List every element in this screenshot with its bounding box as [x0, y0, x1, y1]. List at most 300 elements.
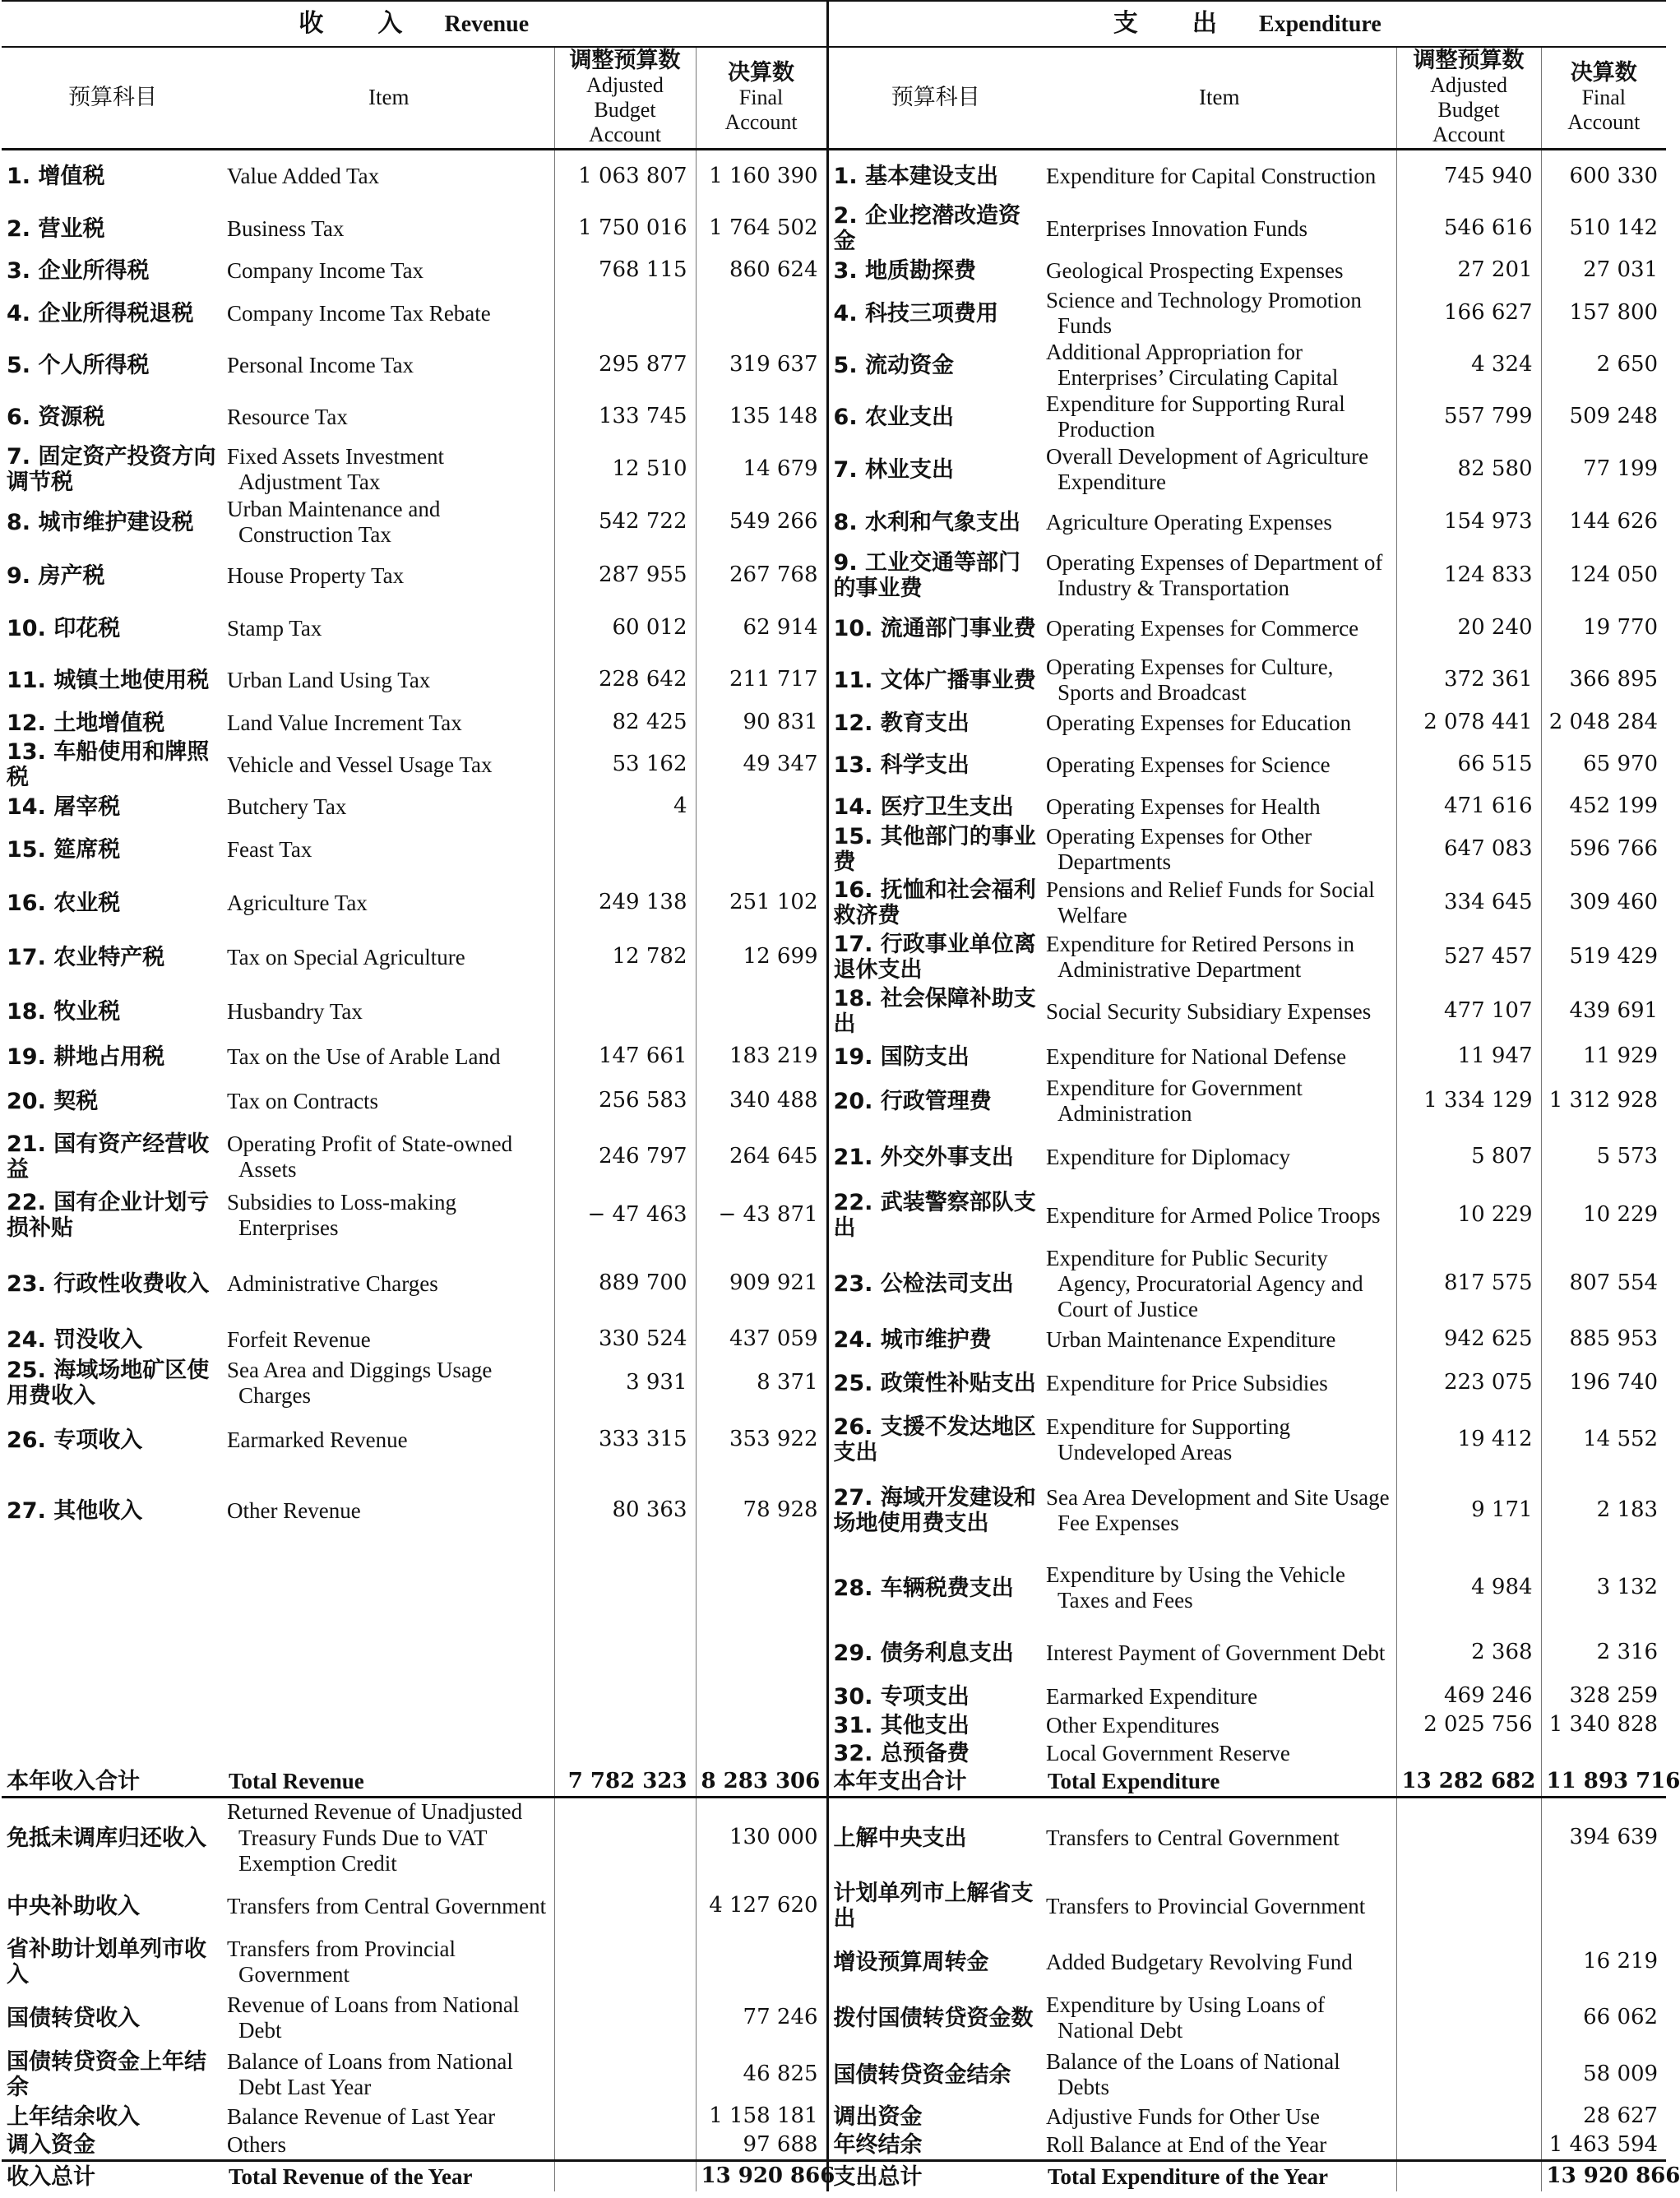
expenditure-transfer-item-zh: 增设预算周转金	[833, 1949, 989, 1975]
revenue-adjusted-value: 249 138	[554, 876, 696, 930]
expenditure-final-value: 807 554	[1541, 1244, 1666, 1323]
revenue-total-label-zh: 本年收入合计	[2, 1767, 224, 1797]
exp-col-item-en-label: Item	[1199, 84, 1240, 109]
revenue-final-value: 183 219	[696, 1039, 827, 1075]
expenditure-item-zh: 25. 政策性补贴支出	[833, 1370, 1036, 1396]
rev-col-adjusted	[554, 47, 696, 149]
revenue-final-value: 12 699	[696, 930, 827, 984]
expenditure-item-en: Operating Expenses for Health	[1046, 794, 1321, 819]
grand-revenue-final: 13 920 866	[696, 2160, 827, 2191]
expenditure-transfer-item-zh: 计划单列市上解省支出	[833, 1881, 1034, 1932]
expenditure-final-value: 600 330	[1541, 149, 1666, 203]
revenue-item-en: Feast Tax	[227, 836, 312, 862]
expenditure-item-en: Expenditure for Public Security Agency, Procuratorial Agency and Court of Justice	[1046, 1245, 1363, 1321]
expenditure-transfer-final-value: 66 062	[1541, 1989, 1666, 2047]
exp-col-final-zh: 决算数	[1570, 60, 1637, 86]
revenue-item-en: Forfeit Revenue	[227, 1326, 371, 1352]
revenue-adjusted-value: 246 797	[554, 1127, 696, 1187]
expenditure-item-en: Operating Expenses for Other Departments	[1046, 824, 1312, 875]
revenue-item-zh	[2, 1552, 224, 1624]
exp-col-item-zh	[827, 47, 1043, 149]
expenditure-item-en: Expenditure for Supporting Rural Production	[1046, 391, 1345, 442]
revenue-transfer-item-en: Balance of Loans from National Debt Last Year	[227, 2049, 513, 2100]
revenue-final-value: 264 645	[696, 1127, 827, 1187]
table-row	[2, 1244, 1666, 1323]
expenditure-transfer-adjusted-empty	[1396, 2131, 1541, 2160]
expenditure-item-en: Expenditure for Price Subsidies	[1046, 1370, 1328, 1395]
revenue-item-zh: 27. 其他收入	[7, 1497, 143, 1524]
expenditure-item-zh: 15. 其他部门的事业费	[833, 824, 1036, 876]
expenditure-adjusted-value	[1396, 1739, 1541, 1767]
expenditure-final-value: 5 573	[1541, 1127, 1666, 1187]
revenue-item-zh	[2, 1739, 224, 1767]
revenue-final-value: 1 764 502	[696, 203, 827, 254]
expenditure-final-value: 439 691	[1541, 984, 1666, 1039]
revenue-adjusted-value: 333 315	[554, 1410, 696, 1469]
rev-col-final-en2: Account	[724, 110, 798, 135]
section-header-row	[2, 1, 1666, 47]
expenditure-transfer-final-value	[1541, 1877, 1666, 1935]
table-row	[2, 654, 1666, 706]
fiscal-table	[2, 0, 1680, 2191]
revenue-final-value: 14 679	[696, 443, 827, 496]
revenue-adjusted-value: 228 642	[554, 654, 696, 706]
expenditure-transfer-final-value: 28 627	[1541, 2103, 1666, 2131]
expenditure-final-value: 10 229	[1541, 1187, 1666, 1244]
revenue-item-en: Sea Area and Diggings Usage Charges	[227, 1358, 493, 1409]
revenue-item-en: Stamp Tax	[227, 615, 322, 641]
revenue-adjusted-value: 256 583	[554, 1075, 696, 1127]
table-row	[2, 1127, 1666, 1187]
rev-col-final	[696, 47, 827, 149]
revenue-adjusted-value: 1 063 807	[554, 149, 696, 203]
revenue-final-value	[696, 1711, 827, 1739]
revenue-adjusted-value: 3 931	[554, 1356, 696, 1410]
exp-col-item-en	[1043, 47, 1396, 149]
revenue-adjusted-value: 889 700	[554, 1244, 696, 1323]
expenditure-item-en: Science and Technology Promotion Funds	[1046, 288, 1362, 339]
revenue-item-zh: 4. 企业所得税退税	[7, 300, 194, 326]
table-row	[2, 706, 1666, 739]
expenditure-final-value: 19 770	[1541, 603, 1666, 654]
revenue-transfer-item-en: Transfers from Provincial Government	[227, 1937, 456, 1987]
expenditure-final-value: 14 552	[1541, 1410, 1666, 1469]
revenue-adjusted-value	[554, 1711, 696, 1739]
table-row	[2, 603, 1666, 654]
revenue-adjusted-value: 4	[554, 790, 696, 823]
table-row	[2, 443, 1666, 496]
expenditure-item-en: Overall Development of Agriculture Expenditure	[1046, 444, 1369, 495]
expenditure-item-zh: 30. 专项支出	[833, 1683, 970, 1710]
table-row	[2, 739, 1666, 790]
expenditure-item-en: Expenditure for National Defense	[1046, 1043, 1347, 1069]
expenditure-item-en: Operating Expenses for Science	[1046, 752, 1331, 777]
table-row	[2, 930, 1666, 984]
rev-col-item-zh	[2, 47, 224, 149]
revenue-adjusted-value: 768 115	[554, 254, 696, 287]
revenue-item-zh: 14. 屠宰税	[7, 794, 121, 820]
revenue-adjusted-value: 147 661	[554, 1039, 696, 1075]
revenue-item-zh: 25. 海域场地矿区使用费收入	[7, 1358, 210, 1409]
expenditure-adjusted-value: 20 240	[1396, 603, 1541, 654]
revenue-item-en: Value Added Tax	[227, 164, 380, 189]
expenditure-item-zh: 24. 城市维护费	[833, 1326, 992, 1353]
table-row	[2, 149, 1666, 203]
revenue-adjusted-value: 12 782	[554, 930, 696, 984]
revenue-item-zh: 10. 印花税	[7, 615, 121, 641]
exp-col-item-zh-label: 预算科目	[891, 84, 980, 110]
expenditure-transfer-item-en: Adjustive Funds for Other Use	[1046, 2103, 1320, 2129]
lower-table-row	[2, 2047, 1666, 2103]
revenue-title-en: Revenue	[444, 11, 530, 37]
revenue-adjusted-value: 53 162	[554, 739, 696, 790]
expenditure-adjusted-value: 4 984	[1396, 1552, 1541, 1624]
expenditure-transfer-item-zh: 国债转贷资金结余	[833, 2061, 1011, 2088]
expenditure-transfer-adjusted-empty	[1396, 2103, 1541, 2131]
revenue-transfer-item-en: Balance Revenue of Last Year	[227, 2103, 496, 2129]
rev-col-adjusted-en1: Adjusted Budget	[586, 73, 664, 123]
expenditure-item-zh: 32. 总预备费	[833, 1740, 970, 1766]
revenue-item-en: Other Revenue	[227, 1497, 361, 1523]
expenditure-transfer-final-value: 16 219	[1541, 1935, 1666, 1989]
revenue-transfer-item-zh: 国债转贷资金上年结余	[7, 2049, 206, 2101]
revenue-item-zh: 11. 城镇土地使用税	[7, 667, 210, 693]
revenue-transfer-adjusted-empty	[554, 2047, 696, 2103]
revenue-final-value: 860 624	[696, 254, 827, 287]
revenue-item-en: Urban Maintenance and Construction Tax	[227, 497, 441, 548]
expenditure-final-value: 309 460	[1541, 876, 1666, 930]
revenue-item-zh: 23. 行政性收费收入	[7, 1270, 210, 1297]
table-row	[2, 496, 1666, 548]
expenditure-item-zh: 12. 教育支出	[833, 710, 970, 736]
expenditure-final-value: 328 259	[1541, 1682, 1666, 1711]
expenditure-transfer-final-value: 1 463 594	[1541, 2131, 1666, 2160]
expenditure-final-value: 2 183	[1541, 1469, 1666, 1552]
exp-col-final	[1541, 47, 1666, 149]
expenditure-item-en: Social Security Subsidiary Expenses	[1046, 998, 1372, 1024]
revenue-item-zh: 15. 筵席税	[7, 836, 121, 863]
revenue-transfer-item-zh: 省补助计划单列市收入	[7, 1937, 206, 1988]
expenditure-item-zh: 29. 债务利息支出	[833, 1640, 1014, 1666]
lower-table-row	[2, 1935, 1666, 1989]
revenue-adjusted-value	[554, 1739, 696, 1767]
expenditure-item-zh: 8. 水利和气象支出	[833, 509, 1020, 535]
expenditure-final-value: 519 429	[1541, 930, 1666, 984]
lower-table-row	[2, 1797, 1666, 1877]
lower-table-row	[2, 2103, 1666, 2131]
revenue-transfer-adjusted-empty	[554, 1877, 696, 1935]
revenue-item-zh: 26. 专项收入	[7, 1427, 143, 1453]
revenue-adjusted-value: 80 363	[554, 1469, 696, 1552]
revenue-final-value: 340 488	[696, 1075, 827, 1127]
revenue-final-value: 437 059	[696, 1323, 827, 1356]
expenditure-item-zh: 26. 支援不发达地区支出	[833, 1414, 1036, 1466]
expenditure-adjusted-value: 2 078 441	[1396, 706, 1541, 739]
expenditure-item-zh: 19. 国防支出	[833, 1043, 970, 1070]
revenue-transfer-adjusted-empty	[554, 1989, 696, 2047]
revenue-item-zh: 19. 耕地占用税	[7, 1043, 165, 1070]
revenue-adjusted-value	[554, 984, 696, 1039]
grand-revenue-label-en: Total Revenue of the Year	[224, 2160, 554, 2191]
revenue-item-zh: 18. 牧业税	[7, 998, 121, 1025]
revenue-final-value	[696, 823, 827, 876]
revenue-total-adjusted: 7 782 323	[554, 1767, 696, 1797]
expenditure-item-en: Additional Appropriation for Enterprises’ Circulating Capital	[1046, 340, 1339, 391]
revenue-total-final: 8 283 306	[696, 1767, 827, 1797]
expenditure-adjusted-value: 1 334 129	[1396, 1075, 1541, 1127]
expenditure-title-en: Expenditure	[1258, 11, 1381, 37]
revenue-section-title	[2, 1, 827, 47]
expenditure-item-en: Interest Payment of Government Debt	[1046, 1640, 1386, 1665]
expenditure-item-zh: 2. 企业挖潜改造资金	[833, 203, 1020, 255]
revenue-item-en: Tax on Contracts	[227, 1088, 379, 1113]
expenditure-item-en: Expenditure for Diplomacy	[1046, 1144, 1290, 1169]
revenue-item-zh: 24. 罚没收入	[7, 1326, 143, 1353]
year-total-row	[2, 1767, 1666, 1797]
expenditure-item-en: Expenditure for Retired Persons in Administrative Department	[1046, 932, 1354, 983]
revenue-final-value	[696, 1552, 827, 1624]
revenue-transfer-item-zh: 国债转贷收入	[7, 2005, 140, 2031]
revenue-transfer-item-en: Returned Revenue of Unadjusted Treasury Funds Due to VAT Exemption Credit	[227, 1799, 523, 1876]
expenditure-adjusted-value: 647 083	[1396, 823, 1541, 876]
revenue-transfer-item-zh: 调入资金	[7, 2132, 95, 2158]
expenditure-adjusted-value: 124 833	[1396, 548, 1541, 603]
expenditure-transfer-adjusted-empty	[1396, 1877, 1541, 1935]
revenue-final-value	[696, 984, 827, 1039]
expenditure-adjusted-value: 66 515	[1396, 739, 1541, 790]
table-row	[2, 254, 1666, 287]
expenditure-transfer-item-zh: 上解中央支出	[833, 1825, 967, 1851]
grand-revenue-adjusted-empty	[554, 2160, 696, 2191]
expenditure-adjusted-value: 477 107	[1396, 984, 1541, 1039]
expenditure-transfer-item-en: Balance of the Loans of National Debts	[1046, 2049, 1340, 2100]
revenue-item-en	[224, 1682, 554, 1711]
expenditure-adjusted-value: 942 625	[1396, 1323, 1541, 1356]
expenditure-title-zh: 支 出	[1113, 8, 1219, 38]
revenue-adjusted-value: 1 750 016	[554, 203, 696, 254]
expenditure-item-en: Operating Expenses for Education	[1046, 710, 1352, 735]
table-row	[2, 203, 1666, 254]
expenditure-adjusted-value: 2 025 756	[1396, 1711, 1541, 1739]
revenue-item-zh	[2, 1682, 224, 1711]
lower-table-row	[2, 2131, 1666, 2160]
expenditure-item-zh: 13. 科学支出	[833, 752, 970, 778]
table-row	[2, 1187, 1666, 1244]
revenue-item-en: House Property Tax	[227, 562, 405, 588]
expenditure-final-value: 509 248	[1541, 391, 1666, 443]
table-row	[2, 1739, 1666, 1767]
revenue-adjusted-value: 133 745	[554, 391, 696, 443]
revenue-final-value: 211 717	[696, 654, 827, 706]
revenue-transfer-final-value	[696, 1935, 827, 1989]
expenditure-item-en: Earmarked Expenditure	[1046, 1683, 1258, 1709]
revenue-item-en: Husbandry Tax	[227, 998, 363, 1024]
expenditure-adjusted-value: 5 807	[1396, 1127, 1541, 1187]
expenditure-adjusted-value: 27 201	[1396, 254, 1541, 287]
expenditure-total-label-en: Total Expenditure	[1043, 1767, 1396, 1797]
expenditure-item-en: Expenditure for Capital Construction	[1046, 164, 1377, 189]
revenue-item-zh: 13. 车船使用和牌照税	[7, 739, 210, 791]
grand-revenue-label-zh: 收入总计	[2, 2160, 224, 2191]
expenditure-item-zh: 16. 抚恤和社会福利救济费	[833, 877, 1036, 929]
revenue-transfer-item-en: Revenue of Loans from National Debt	[227, 1992, 520, 2043]
revenue-item-zh: 3. 企业所得税	[7, 257, 150, 284]
revenue-adjusted-value: − 47 463	[554, 1187, 696, 1244]
expenditure-adjusted-value: 10 229	[1396, 1187, 1541, 1244]
revenue-item-zh: 2. 营业税	[7, 215, 105, 242]
revenue-final-value	[696, 790, 827, 823]
revenue-item-en: Agriculture Tax	[227, 890, 368, 915]
revenue-adjusted-value: 330 524	[554, 1323, 696, 1356]
revenue-item-en: Company Income Tax	[227, 257, 424, 283]
rev-col-final-en1: Final	[738, 86, 784, 110]
expenditure-section-title	[827, 1, 1666, 47]
revenue-adjusted-value	[554, 1552, 696, 1624]
expenditure-adjusted-value: 546 616	[1396, 203, 1541, 254]
expenditure-final-value: 77 199	[1541, 443, 1666, 496]
revenue-adjusted-value	[554, 1682, 696, 1711]
expenditure-item-en: Urban Maintenance Expenditure	[1046, 1326, 1336, 1352]
expenditure-transfer-item-zh: 年终结余	[833, 2132, 923, 2158]
expenditure-item-en: Expenditure by Using the Vehicle Taxes and Fees	[1046, 1562, 1345, 1613]
expenditure-adjusted-value: 372 361	[1396, 654, 1541, 706]
expenditure-transfer-item-zh: 拨付国债转贷资金数	[833, 2005, 1034, 2031]
expenditure-adjusted-value: 82 580	[1396, 443, 1541, 496]
revenue-transfer-final-value: 46 825	[696, 2047, 827, 2103]
rev-col-final-zh: 决算数	[728, 60, 795, 86]
table-row	[2, 340, 1666, 391]
table-row	[2, 1552, 1666, 1624]
revenue-final-value: 267 768	[696, 548, 827, 603]
revenue-transfer-item-zh: 中央补助收入	[7, 1893, 140, 1919]
revenue-transfer-item-zh: 上年结余收入	[7, 2103, 140, 2130]
expenditure-total-label-zh: 本年支出合计	[827, 1767, 1043, 1797]
revenue-item-en: Subsidies to Loss-making Enterprises	[227, 1190, 457, 1241]
expenditure-adjusted-value: 745 940	[1396, 149, 1541, 203]
expenditure-final-value: 1 340 828	[1541, 1711, 1666, 1739]
expenditure-item-zh: 18. 社会保障补助支出	[833, 986, 1036, 1038]
expenditure-final-value: 366 895	[1541, 654, 1666, 706]
revenue-transfer-final-value: 4 127 620	[696, 1877, 827, 1935]
expenditure-final-value: 510 142	[1541, 203, 1666, 254]
expenditure-item-zh: 9. 工业交通等部门的事业费	[833, 550, 1020, 602]
exp-col-adjusted	[1396, 47, 1541, 149]
expenditure-adjusted-value: 817 575	[1396, 1244, 1541, 1323]
table-row	[2, 391, 1666, 443]
expenditure-item-zh: 20. 行政管理费	[833, 1088, 992, 1114]
expenditure-adjusted-value: 9 171	[1396, 1469, 1541, 1552]
revenue-item-zh: 7. 固定资产投资方向调节税	[7, 444, 216, 496]
expenditure-transfer-item-en: Transfers to Central Government	[1046, 1825, 1340, 1850]
revenue-transfer-item-en: Transfers from Central Government	[227, 1893, 547, 1918]
expenditure-item-en: Local Government Reserve	[1046, 1740, 1290, 1765]
expenditure-adjusted-value: 223 075	[1396, 1356, 1541, 1410]
exp-col-final-en2: Account	[1567, 110, 1641, 135]
rev-col-item-en	[224, 47, 554, 149]
expenditure-item-en: Operating Expenses for Commerce	[1046, 615, 1359, 641]
expenditure-transfer-item-en: Roll Balance at End of the Year	[1046, 2132, 1327, 2157]
expenditure-final-value: 885 953	[1541, 1323, 1666, 1356]
revenue-total-label-en: Total Revenue	[224, 1767, 554, 1797]
revenue-item-en	[224, 1552, 554, 1624]
revenue-final-value: 90 831	[696, 706, 827, 739]
expenditure-item-zh: 23. 公检法司支出	[833, 1270, 1014, 1297]
expenditure-transfer-adjusted-empty	[1396, 1797, 1541, 1877]
revenue-final-value: 251 102	[696, 876, 827, 930]
table-row	[2, 1682, 1666, 1711]
expenditure-item-en: Sea Area Development and Site Usage Fee Expenses	[1046, 1485, 1390, 1536]
expenditure-final-value: 2 650	[1541, 340, 1666, 391]
expenditure-transfer-adjusted-empty	[1396, 2047, 1541, 2103]
table-row	[2, 1323, 1666, 1356]
expenditure-transfer-item-en: Added Budgetary Revolving Fund	[1046, 1949, 1353, 1974]
table-row	[2, 548, 1666, 603]
expenditure-adjusted-value: 4 324	[1396, 340, 1541, 391]
revenue-transfer-item-en: Others	[227, 2132, 286, 2157]
expenditure-item-en: Expenditure for Supporting Undeveloped Areas	[1046, 1414, 1290, 1465]
expenditure-final-value: 11 929	[1541, 1039, 1666, 1075]
revenue-item-zh	[2, 1711, 224, 1739]
revenue-adjusted-value: 287 955	[554, 548, 696, 603]
expenditure-adjusted-value: 19 412	[1396, 1410, 1541, 1469]
expenditure-final-value: 2 048 284	[1541, 706, 1666, 739]
revenue-transfer-item-zh: 免抵未调库归还收入	[7, 1825, 206, 1851]
revenue-item-en: Tax on Special Agriculture	[227, 944, 465, 969]
revenue-item-en: Earmarked Revenue	[227, 1427, 408, 1452]
revenue-item-zh: 20. 契税	[7, 1088, 99, 1114]
expenditure-transfer-final-value: 394 639	[1541, 1797, 1666, 1877]
expenditure-item-zh: 14. 医疗卫生支出	[833, 794, 1014, 820]
revenue-final-value: 319 637	[696, 340, 827, 391]
expenditure-total-adjusted: 13 282 682	[1396, 1767, 1541, 1797]
revenue-adjusted-value: 82 425	[554, 706, 696, 739]
revenue-adjusted-value	[554, 823, 696, 876]
expenditure-adjusted-value: 471 616	[1396, 790, 1541, 823]
revenue-transfer-adjusted-empty	[554, 2131, 696, 2160]
table-row	[2, 1624, 1666, 1682]
expenditure-adjusted-value: 469 246	[1396, 1682, 1541, 1711]
expenditure-final-value: 157 800	[1541, 287, 1666, 340]
revenue-item-en: Butchery Tax	[227, 794, 347, 819]
grand-expenditure-label-en: Total Expenditure of the Year	[1043, 2160, 1396, 2191]
revenue-item-zh: 22. 国有企业计划亏损补贴	[7, 1190, 210, 1242]
expenditure-adjusted-value: 166 627	[1396, 287, 1541, 340]
revenue-final-value: 8 371	[696, 1356, 827, 1410]
grand-expenditure-adjusted-empty	[1396, 2160, 1541, 2191]
expenditure-final-value: 3 132	[1541, 1552, 1666, 1624]
revenue-final-value	[696, 287, 827, 340]
revenue-item-en: Land Value Increment Tax	[227, 710, 462, 735]
revenue-item-zh: 12. 土地增值税	[7, 710, 165, 736]
revenue-item-en: Business Tax	[227, 215, 345, 241]
expenditure-item-zh: 3. 地质勘探费	[833, 257, 976, 284]
column-header-row	[2, 47, 1666, 149]
table-row	[2, 1469, 1666, 1552]
table-row	[2, 1711, 1666, 1739]
table-row	[2, 876, 1666, 930]
rev-col-adjusted-en2: Account	[588, 123, 662, 147]
revenue-transfer-final-value: 1 158 181	[696, 2103, 827, 2131]
exp-col-final-en1: Final	[1581, 86, 1627, 110]
table-row	[2, 790, 1666, 823]
revenue-transfer-final-value: 77 246	[696, 1989, 827, 2047]
expenditure-transfer-item-en: Transfers to Provincial Government	[1046, 1893, 1366, 1918]
revenue-item-zh	[2, 1624, 224, 1682]
revenue-adjusted-value	[554, 287, 696, 340]
rev-col-adjusted-zh: 调整预算数	[569, 48, 681, 74]
revenue-final-value	[696, 1739, 827, 1767]
revenue-item-en	[224, 1739, 554, 1767]
